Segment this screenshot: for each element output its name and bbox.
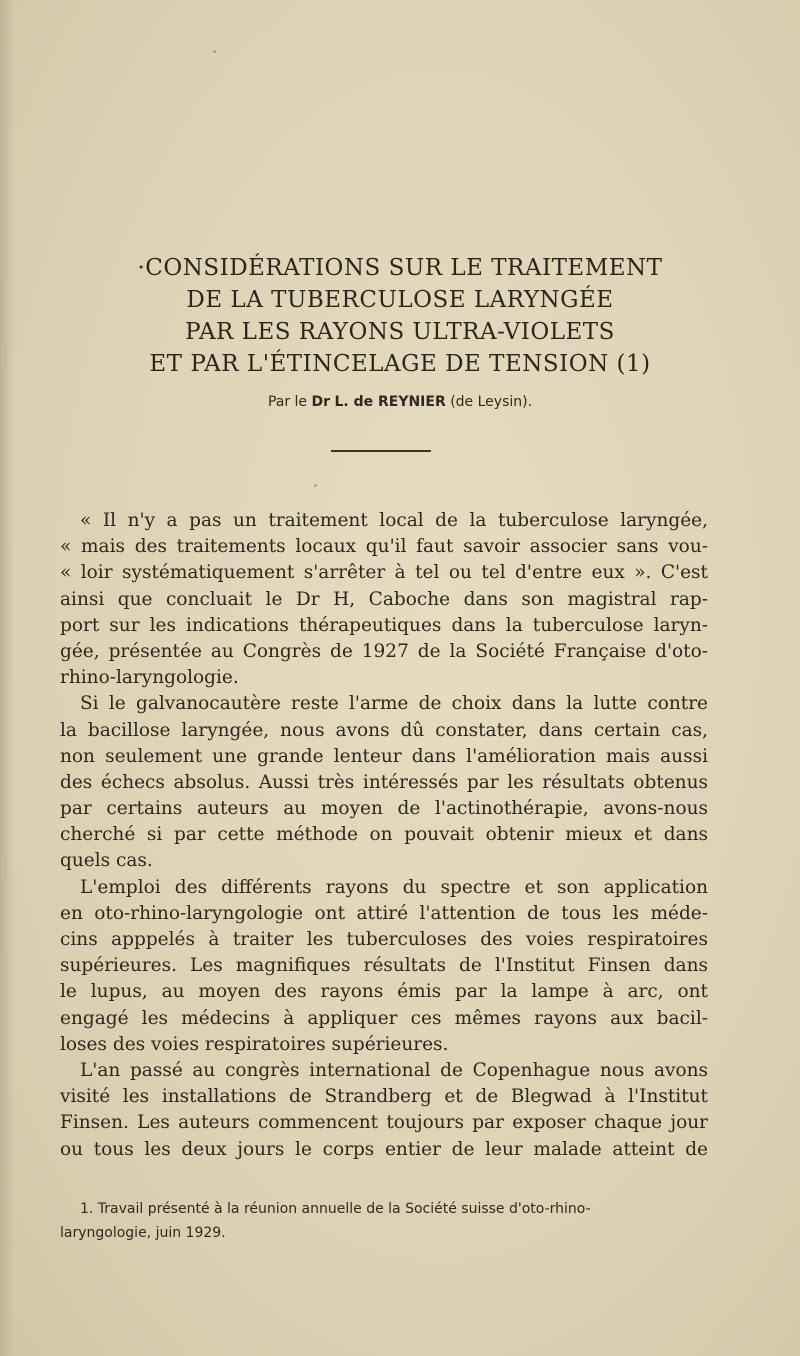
title-line: DE LA TUBERCULOSE LARYNGÉE — [186, 287, 614, 313]
body-line: le lupus, au moyen des rayons émis par la lampe à arc, ont — [60, 981, 708, 1003]
body-line: rhino-laryngologie. — [60, 667, 239, 689]
footnote-line: 1. Travail présenté à la réunion annuelle de la Société suisse d'oto-rhino- — [80, 1201, 591, 1217]
body-line: engagé les médecins à appliquer ces mêmes rayons aux bacil- — [60, 1007, 708, 1029]
author-byline — [100, 394, 700, 410]
body-line: des échecs absolus. Aussi très intéressés par les résultats obtenus — [60, 771, 708, 793]
page-edge-shadow — [0, 0, 14, 1356]
body-line: visité les installations de Strandberg et de Blegwad à l'Institut — [60, 1086, 708, 1108]
byline-prefix: Par le — [267, 394, 308, 410]
body-line: « loir systématiquement s'arrêter à tel ou tel d'entre eux ». C'est — [60, 562, 708, 584]
title-line: ET PAR L'ÉTINCELAGE DE TENSION (1) — [149, 351, 651, 377]
body-line: L'an passé au congrès international de Copenhague nous avons — [80, 1059, 708, 1081]
body-line: « mais des traitements locaux qu'il faut savoir associer sans vou- — [60, 536, 708, 558]
body-line: L'emploi des différents rayons du spectre et son application — [80, 876, 708, 898]
body-line: cherché si par cette méthode on pouvait obtenir mieux et dans — [60, 824, 708, 846]
body-line: supérieures. Les magnifiques résultats de l'Institut Finsen dans — [60, 955, 708, 977]
body-line: gée, présentée au Congrès de 1927 de la Société Française d'oto- — [60, 640, 708, 662]
author-location: (de Leysin). — [450, 394, 533, 410]
title-line: PAR LES RAYONS ULTRA-VIOLETS — [185, 319, 615, 345]
paper-speck — [213, 50, 216, 53]
body-line: en oto-rhino-laryngologie ont attiré l'attention de tous les méde- — [60, 902, 708, 924]
body-line: quels cas. — [60, 850, 153, 872]
byline-title: Dr — [311, 394, 331, 410]
body-line: ou tous les deux jours le corps entier de leur malade atteint de — [60, 1138, 708, 1160]
article-body — [60, 508, 708, 1163]
body-line: Finsen. Les auteurs commencent toujours par exposer chaque jour — [60, 1112, 708, 1134]
body-line: « Il n'y a pas un traitement local de la tuberculose laryngée, — [80, 510, 708, 531]
footnote — [60, 1197, 708, 1245]
body-line: non seulement une grande lenteur dans l'amélioration mais aussi — [60, 745, 708, 767]
body-line: par certains auteurs au moyen de l'actinothérapie, avons-nous — [60, 798, 708, 820]
author-name: L. de REYNIER — [334, 394, 446, 410]
title-line: ·CONSIDÉRATIONS SUR LE TRAITEMENT — [137, 255, 663, 281]
body-line: Si le galvanocautère reste l'arme de choix dans la lutte contre — [80, 693, 708, 715]
separator-rule — [331, 450, 431, 452]
body-line: ainsi que concluait le Dr H, Caboche dans son magistral rap- — [60, 588, 708, 610]
body-line: la bacillose laryngée, nous avons dû constater, dans certain cas, — [60, 719, 708, 741]
footnote-line: laryngologie, juin 1929. — [60, 1225, 226, 1241]
body-line: loses des voies respiratoires supérieures. — [60, 1033, 449, 1055]
body-line: cins apppelés à traiter les tuberculoses des voies respiratoires — [60, 929, 708, 950]
paper-speck — [314, 484, 317, 487]
body-line: port sur les indications thérapeutiques dans la tuberculose laryn- — [60, 614, 708, 636]
article-title — [100, 252, 700, 380]
